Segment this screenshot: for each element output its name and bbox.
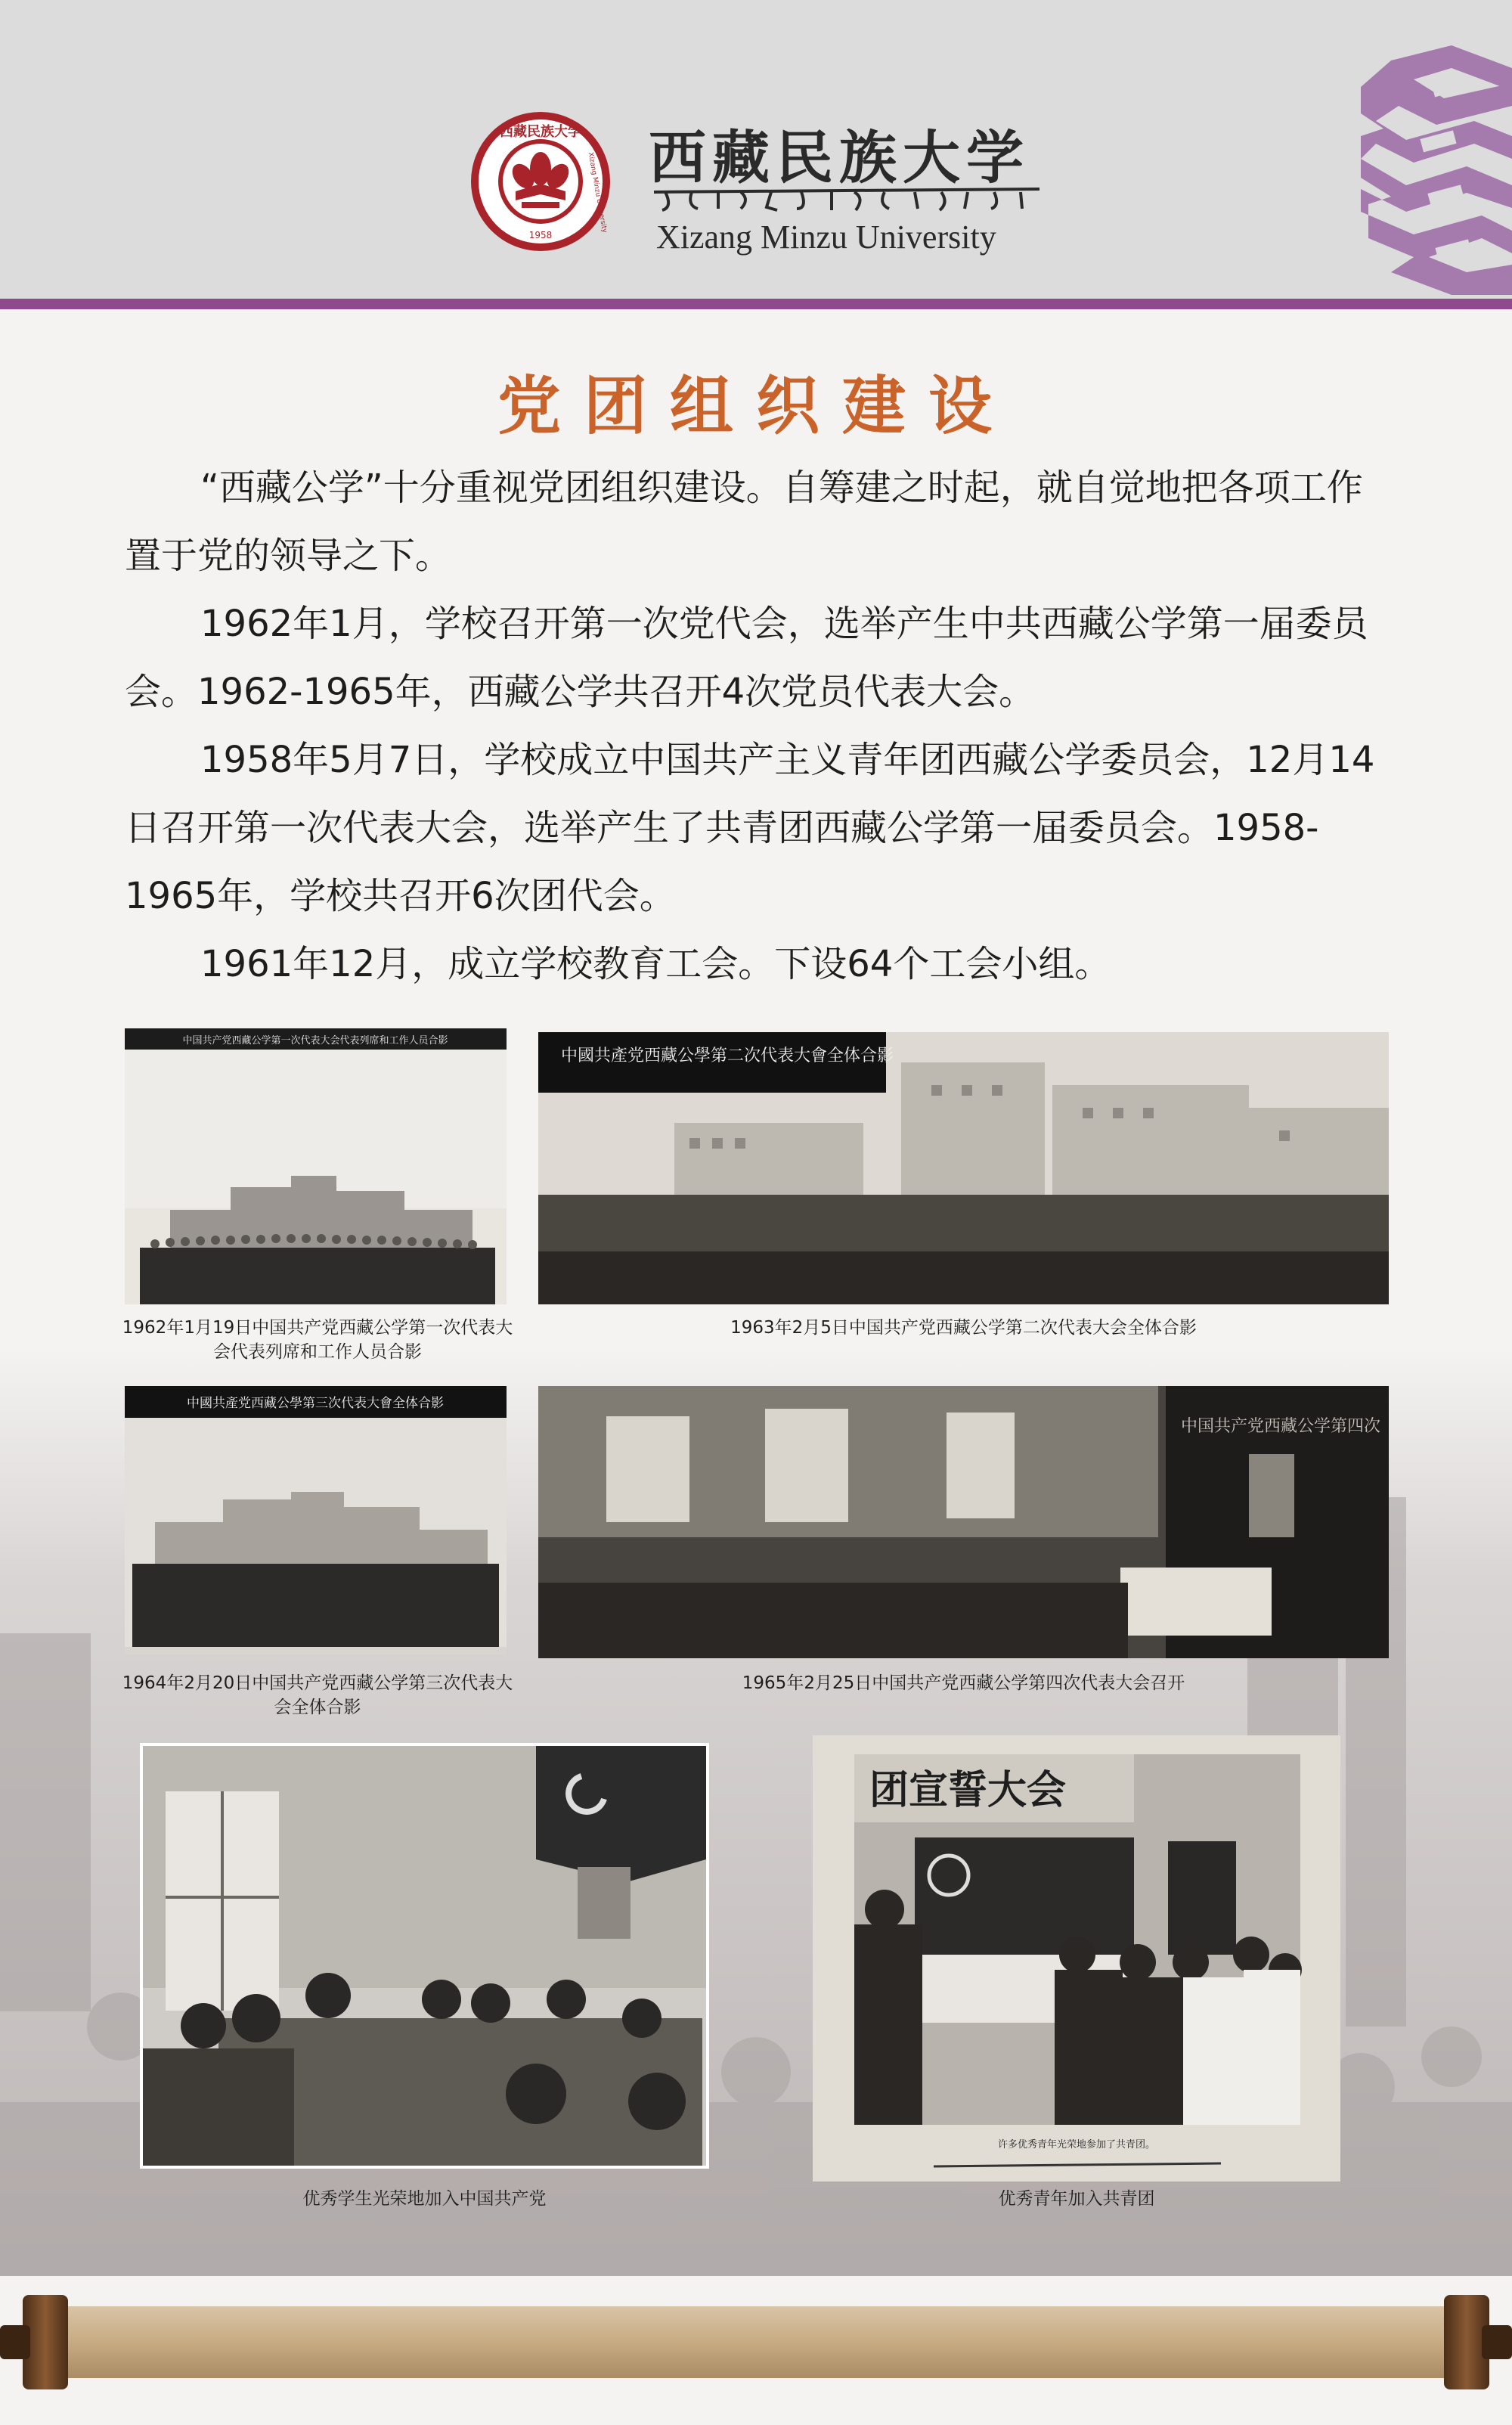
paragraph-text: 1962年1月，学校召开第一次党代会，选举产生中共西藏公学第一届委员会。1962-1965年，西藏公学共召开4次党员代表大会。 xyxy=(125,603,1368,713)
svg-text:中国共产党西藏公学第一次代表大会代表列席和工作人员合影: 中国共产党西藏公学第一次代表大会代表列席和工作人员合影 xyxy=(182,1035,448,1047)
photo-caption: 1964年2月20日中国共产党西藏公学第三次代表大会全体合影 xyxy=(122,1673,513,1717)
photo-caption: 优秀学生光荣地加入中国共产党 xyxy=(302,2189,547,2209)
photo-1965-fourth-congress xyxy=(538,1386,1389,1658)
university-name-en: Xizang Minzu University xyxy=(656,219,996,256)
paragraph-3 xyxy=(125,726,1391,930)
tibetan-script-logotype xyxy=(650,181,1043,212)
scroll-ornament xyxy=(0,2284,1512,2397)
paragraph-text: 1958年5月7日，学校成立中国共产主义青年团西藏公学委员会，12月14日召开第一次代表大会，选举产生了共青团西藏公学第一届委员会。1958-1965年，学校共召开6次团代会。 xyxy=(125,739,1375,917)
university-seal-logo xyxy=(469,110,612,253)
paragraph-1 xyxy=(125,454,1391,590)
endless-knot-ornament xyxy=(1361,45,1512,295)
paragraph-text: “西藏公学”十分重视党团组织建设。自筹建之时起，就自觉地把各项工作置于党的领导之下。 xyxy=(125,467,1363,577)
svg-text:许多优秀青年光荣地参加了共青团。: 许多优秀青年光荣地参加了共青团。 xyxy=(997,2139,1156,2151)
svg-text:中國共產党西藏公學第三次代表大會全体合影: 中國共產党西藏公學第三次代表大會全体合影 xyxy=(187,1396,444,1411)
paragraph-4 xyxy=(125,930,1391,998)
svg-text:团宣誓大会: 团宣誓大会 xyxy=(869,1768,1067,1813)
photo-1964-third-congress xyxy=(125,1386,507,1654)
svg-text:中國共產党西藏公學第二次代表大會全体合影: 中國共產党西藏公學第二次代表大會全体合影 xyxy=(561,1047,894,1065)
paragraph-2 xyxy=(125,590,1391,726)
svg-text:西藏民族大学: 西藏民族大学 xyxy=(500,124,581,140)
svg-text:中国共产党西藏公学第四次: 中国共产党西藏公学第四次 xyxy=(1181,1417,1381,1436)
header-divider-band xyxy=(0,299,1512,309)
university-name-cn: 西藏民族大学 xyxy=(649,124,1030,191)
photo-caption: 1963年2月5日中国共产党西藏公学第二次代表大会全体合影 xyxy=(730,1318,1197,1338)
photo-1962-first-congress xyxy=(125,1028,507,1304)
page-title: 党团组织建设 xyxy=(497,369,1015,443)
photo-students-join-party xyxy=(140,1743,709,2169)
paragraph-text: 1961年12月，成立学校教育工会。下设64个工会小组。 xyxy=(200,943,1111,985)
svg-text:Xizang Minzu University: Xizang Minzu University xyxy=(586,151,609,234)
photo-1963-second-congress xyxy=(538,1032,1389,1304)
photo-caption: 优秀青年加入共青团 xyxy=(998,2189,1155,2209)
photo-caption: 1962年1月19日中国共产党西藏公学第一次代表大会代表列席和工作人员合影 xyxy=(122,1318,513,1362)
svg-text:1958: 1958 xyxy=(528,230,553,240)
page-header xyxy=(0,0,1512,299)
photo-caption: 1965年2月25日中国共产党西藏公学第四次代表大会召开 xyxy=(742,1673,1185,1693)
photo-youth-join-league xyxy=(813,1735,1340,2182)
